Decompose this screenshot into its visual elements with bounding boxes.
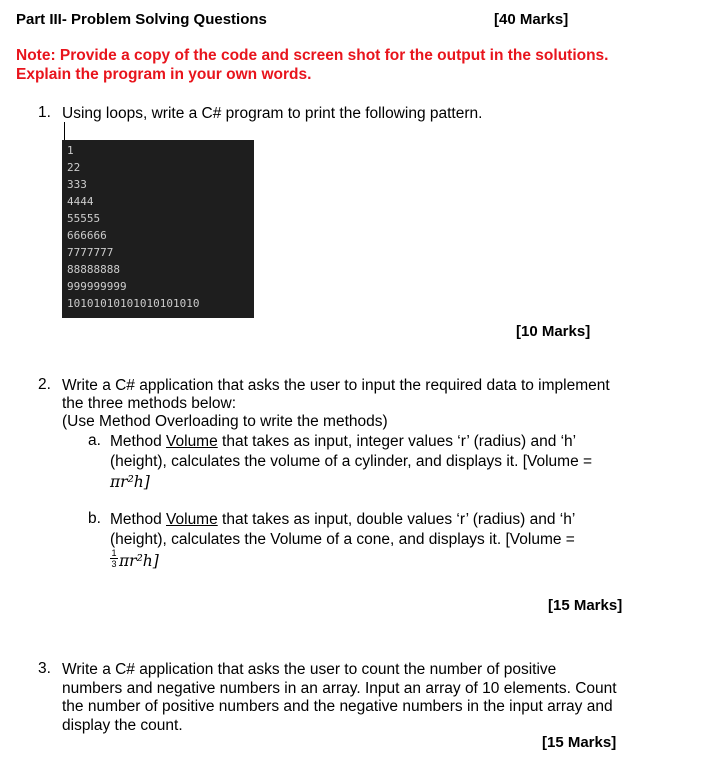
part-b-fraction: [110, 548, 118, 569]
part-b-label: b.: [88, 510, 101, 527]
question-2-line-3: (Use Method Overloading to write the methods): [62, 413, 388, 430]
note-line-1: Note: Provide a copy of the code and screen shot for the output in the solutions.: [16, 47, 609, 64]
console-line: 333: [67, 178, 87, 191]
question-3-number: 3.: [38, 660, 51, 677]
console-line: 1: [67, 144, 74, 157]
question-3-line-1: Write a C# application that asks the user to count the number of positive: [62, 661, 557, 678]
question-3-line-4: display the count.: [62, 717, 183, 734]
console-line: 88888888: [67, 263, 120, 276]
question-1-number: 1.: [38, 104, 51, 121]
part-b-line-2: (height), calculates the Volume of a cone, and displays it. [Volume =: [110, 531, 575, 548]
part-a-line-2: (height), calculates the volume of a cylinder, and displays it. [Volume =: [110, 453, 593, 470]
part-a-formula: πr²h]: [110, 473, 150, 491]
section-title: Part III- Problem Solving Questions: [16, 11, 267, 28]
console-output-screenshot: [62, 140, 254, 318]
part-b-formula: πr²h]: [119, 552, 159, 570]
part-a-label: a.: [88, 432, 101, 449]
console-line: 4444: [67, 195, 94, 208]
question-2-marks: [15 Marks]: [548, 597, 623, 614]
part-a-line-1: Method Volume that takes as input, integer values ‘r’ (radius) and ‘h’: [110, 433, 577, 450]
console-line: 55555: [67, 212, 101, 225]
question-2-number: 2.: [38, 376, 51, 393]
fraction-numerator: 1: [111, 548, 117, 558]
question-3-line-3: the number of positive numbers and the negative numbers in the input array and: [62, 698, 613, 715]
part-b-line-1: Method Volume that takes as input, double values ‘r’ (radius) and ‘h’: [110, 511, 576, 528]
question-2-line-1: Write a C# application that asks the user to input the required data to implement: [62, 377, 610, 394]
question-1-text: Using loops, write a C# program to print the following pattern.: [62, 105, 483, 122]
console-line: 999999999: [67, 280, 127, 293]
section-marks: [40 Marks]: [494, 11, 569, 28]
question-2-line-2: the three methods below:: [62, 395, 237, 412]
console-line: 666666: [67, 229, 107, 242]
fraction-denominator: 3: [111, 559, 117, 569]
console-line: 22: [67, 161, 81, 174]
console-line: 10101010101010101010: [67, 297, 200, 310]
question-3-line-2: numbers and negative numbers in an array. Input an array of 10 elements. Count: [62, 680, 617, 697]
console-line: 7777777: [67, 246, 114, 259]
question-3-marks: [15 Marks]: [542, 734, 617, 751]
text-cursor: [64, 122, 65, 140]
question-1-marks: [10 Marks]: [516, 323, 591, 340]
note-line-2: Explain the program in your own words.: [16, 66, 312, 83]
